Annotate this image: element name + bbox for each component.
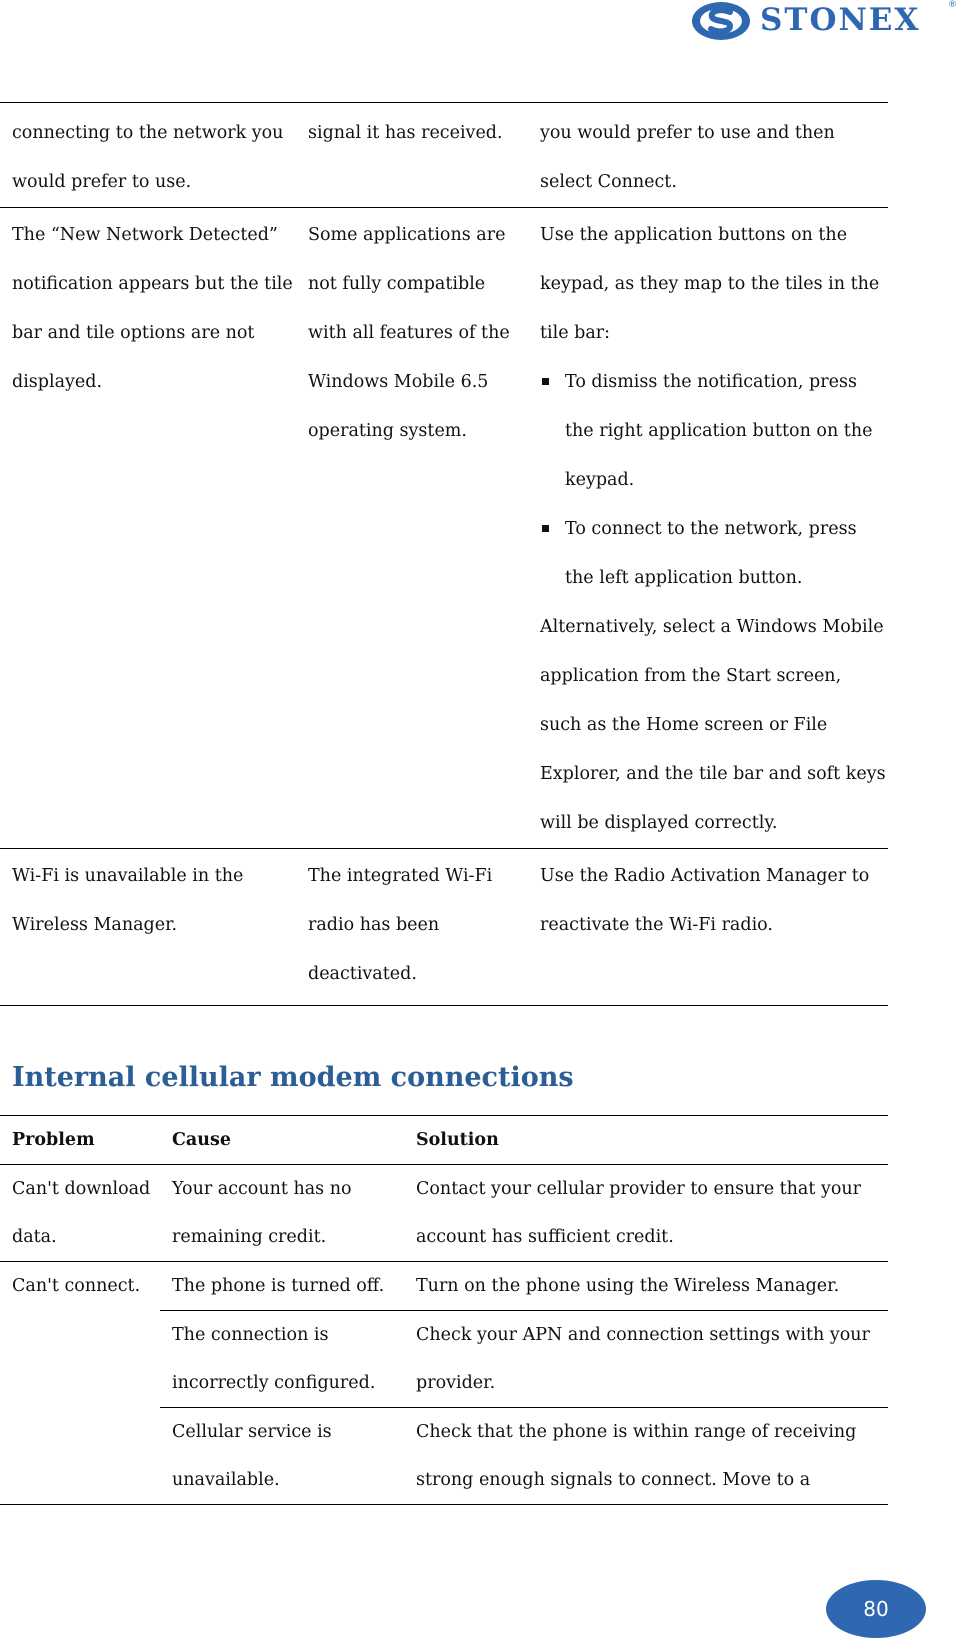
column-header-solution: Solution <box>416 1130 499 1150</box>
cause-cell: Cellular service is unavailable. <box>160 1408 404 1505</box>
solution-cell: you would prefer to use and then select Connect. <box>540 123 835 192</box>
problem-cell: connecting to the network you would prefer to use. <box>12 123 284 192</box>
stonex-logo-icon <box>690 0 752 42</box>
table-row <box>0 1165 888 1262</box>
registered-mark: ® <box>948 0 957 10</box>
cause-cell: The phone is turned off. <box>160 1262 404 1311</box>
cause-cell: Your account has no remaining credit. <box>160 1165 404 1262</box>
cellular-troubleshooting-table <box>0 1115 888 1505</box>
problem-cell: Can't connect. <box>0 1262 160 1505</box>
stonex-logo <box>690 0 955 42</box>
problem-cell: Wi-Fi is unavailable in the Wireless Manager. <box>12 866 244 935</box>
solution-cell: Check your APN and connection settings with your provider. <box>404 1311 888 1408</box>
solution-cell: Check that the phone is within range of receiving strong enough signals to connect. Move to a <box>404 1408 888 1505</box>
wifi-troubleshooting-table <box>0 102 888 1006</box>
solution-bullet-list <box>540 358 888 603</box>
solution-intro: Use the application buttons on the keypad, as they map to the tiles in the tile bar: <box>540 225 880 343</box>
logo-wordmark: STONEX <box>760 2 921 38</box>
problem-cell: The “New Network Detected” notification appears but the tile bar and tile options are not displayed. <box>12 225 293 392</box>
column-header-cause: Cause <box>172 1130 231 1150</box>
solution-cell: Use the Radio Activation Manager to reactivate the Wi-Fi radio. <box>540 866 870 935</box>
table-row <box>0 103 888 208</box>
list-item: To connect to the network, press the left application button. <box>540 505 888 603</box>
solution-cell <box>528 208 888 849</box>
table-row <box>0 208 888 849</box>
solution-cell: Turn on the phone using the Wireless Manager. <box>404 1262 888 1311</box>
cause-cell: Some applications are not fully compatible with all features of the Windows Mobile 6.5 operating system. <box>308 225 510 441</box>
column-header-problem: Problem <box>12 1130 95 1150</box>
cause-cell: signal it has received. <box>308 123 503 143</box>
table-header-row <box>0 1116 888 1165</box>
list-item: To dismiss the notification, press the right application button on the keypad. <box>540 358 888 505</box>
section-heading: Internal cellular modem connections <box>12 1062 574 1093</box>
solution-cell: Contact your cellular provider to ensure that your account has sufficient credit. <box>404 1165 888 1262</box>
table-row <box>0 849 888 1006</box>
page-number-badge: 80 <box>826 1580 926 1638</box>
solution-outro: Alternatively, select a Windows Mobile application from the Start screen, such as the Home screen or File Explorer, and the tile bar and soft keys will be displayed correctly. <box>540 617 886 833</box>
table-row <box>0 1262 888 1311</box>
cause-cell: The integrated Wi-Fi radio has been deactivated. <box>308 866 493 984</box>
problem-cell: Can't download data. <box>0 1165 160 1262</box>
cause-cell: The connection is incorrectly configured. <box>160 1311 404 1408</box>
